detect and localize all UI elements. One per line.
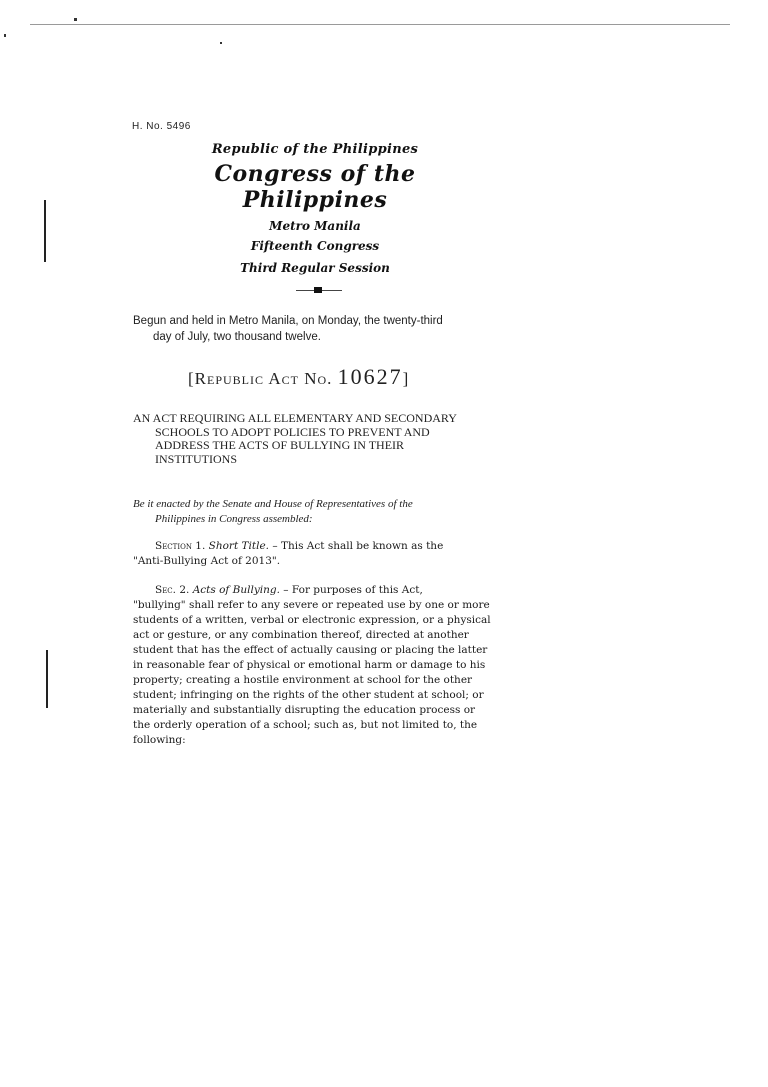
scan-line [30,24,730,25]
header-congress: Congress of the Philippines [214,161,416,213]
scan-speck [220,42,222,44]
scan-speck [74,18,77,21]
header-congress-number: Fifteenth Congress [250,239,380,253]
section-2-dash: – [279,584,292,596]
section-2-heading: Acts of Bullying. [192,584,280,596]
act-title-line-4: INSTITUTIONS [155,451,237,466]
begun-line-2: day of July, two thousand twelve. [153,331,321,343]
section-2-label: Sec. 2. [155,584,190,596]
scan-speck [4,34,6,37]
section-2-text-line: materially and substantially disrupting the education process or [133,704,476,716]
begun-line-1: Begun and held in Metro Manila, on Monday, the twenty-third [133,315,443,327]
section-2-text-line: property; creating a hostile environment at school for the other [133,674,473,686]
begun-statement [133,313,513,345]
enacting-clause-line-2: Philippines in Congress assembled: [155,513,313,525]
header-city: Metro Manila [269,219,361,233]
act-title-line-3: ADDRESS THE ACTS OF BULLYING IN THEIR [155,438,405,452]
header-republic: Republic of the Philippines [211,142,419,157]
section-1-text-2: "Anti-Bullying Act of 2013". [133,555,281,567]
section-1 [133,539,509,569]
scan-edge-artifacts [30,14,730,32]
section-1-label: Section 1. [155,540,206,552]
section-1-text-1: This Act shall be known as the [280,540,444,552]
section-2-text-line: act or gesture, or any combination thereof, directed at another [133,629,469,641]
header-session: Third Regular Session [240,261,390,275]
ra-open-bracket: [ [188,369,195,388]
section-1-dash: – [269,540,281,552]
section-2-text-line: "bullying" shall refer to any severe or repeated use by one or more [133,599,490,611]
document-header [150,140,480,275]
enacting-clause [133,497,509,527]
ra-number: 10627 [337,364,403,389]
section-2-text-line: following: [133,734,186,746]
act-title [133,412,509,466]
section-2-text-line: in reasonable fear of physical or emotional harm or damage to his [133,659,486,671]
house-bill-number: H. No. 5496 [132,121,191,132]
divider-ornament [314,287,322,293]
section-2-text-line: student; infringing on the rights of the other student at school; or [133,689,484,701]
section-2-line-1 [133,583,509,598]
section-2-text-line: student that has the effect of actually causing or placing the latter [133,644,488,656]
section-2 [133,583,509,748]
section-2-text-line: For purposes of this Act, [291,584,423,596]
section-2-text-line: the orderly operation of a school; such as, but not limited to, the [133,719,478,731]
margin-mark [46,650,48,708]
ra-close-bracket: ] [402,369,410,388]
margin-mark [44,200,46,262]
act-title-line-2: SCHOOLS TO ADOPT POLICIES TO PREVENT AND [155,424,430,439]
act-title-line-1: AN ACT REQUIRING ALL ELEMENTARY AND SECONDARY [133,411,457,425]
enacting-clause-line-1: Be it enacted by the Senate and House of Representatives of the [133,498,413,510]
section-1-line-1 [133,539,509,554]
section-1-heading: Short Title. [208,540,270,552]
ra-label: Republic Act No. [194,369,333,388]
republic-act-title [188,364,409,390]
section-2-text-line: students of a written, verbal or electronic expression, or a physical [133,614,491,626]
